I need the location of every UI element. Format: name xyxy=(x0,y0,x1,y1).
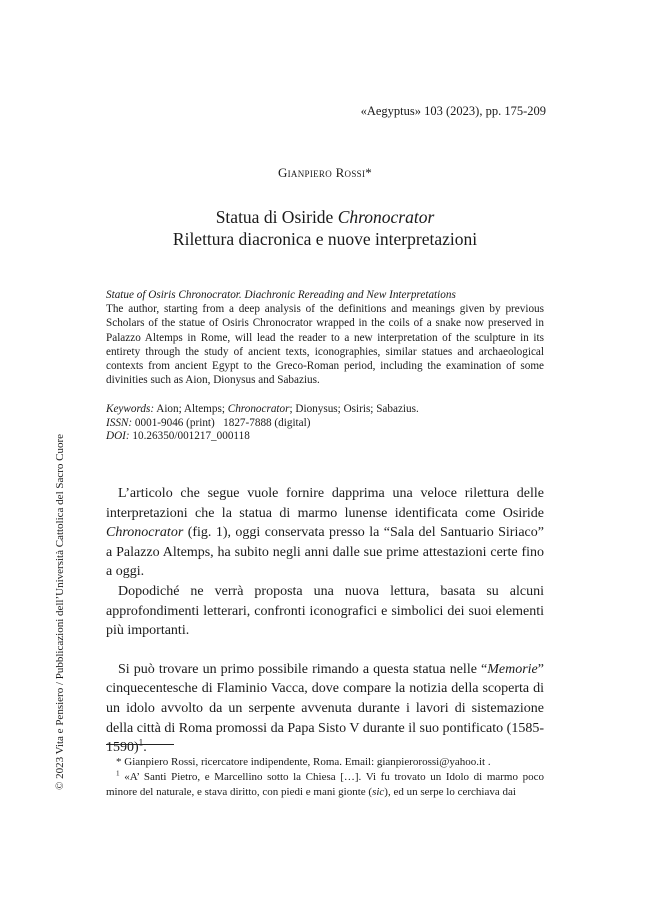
p3-text-c: . xyxy=(143,740,147,756)
footnote-1-italic: sic xyxy=(372,785,385,798)
footnote-separator xyxy=(106,744,174,745)
p1-italic: Chronocrator xyxy=(106,525,184,541)
title-line-2: Rilettura diacronica e nuove interpretazioni xyxy=(172,229,478,249)
title-line-1 xyxy=(0,206,650,228)
footnote-1-text-b: ), ed un serpe lo cerchiava dai xyxy=(384,785,516,798)
copyright-sidebar: © 2023 Vita e Pensiero / Pubblicazioni dell’Università Cattolica del Sacro Cuore xyxy=(54,433,66,790)
doi-line xyxy=(106,430,544,444)
keywords-italic: Chronocrator xyxy=(227,403,290,415)
journal-reference: «Aegyptus» 103 (2023), pp. 175-209 xyxy=(360,104,546,118)
article-title xyxy=(0,206,650,250)
article-metadata xyxy=(106,403,544,444)
doi-value: 10.26350/001217_000118 xyxy=(129,430,250,443)
doi-label: DOI: xyxy=(106,430,130,443)
footnote-1-text-a: «A’ Santi Pietro, e Marcellino sotto la Chiesa […]. Vi fu trovato un Idolo di marmo poco minore del naturale, e stava diritto, con piedi e mani gionte ( xyxy=(106,770,544,798)
abstract xyxy=(106,288,544,387)
footnotes xyxy=(106,755,544,799)
footnote-ref-1[interactable]: 1 xyxy=(138,737,144,748)
p3-italic: Memorie xyxy=(487,661,538,677)
issn-line xyxy=(106,417,544,431)
footnote-1-number: 1 xyxy=(116,769,120,778)
keywords-part-b: ; Dionysus; Osiris; Sabazius. xyxy=(289,403,419,415)
p3-text-a: Si può trovare un primo possibile rimando a questa statua nelle “ xyxy=(118,661,488,677)
p1-text-b: (fig. 1), oggi conservata presso la “Sala del Santuario Siriaco” a Palazzo Altemps, ha subito negli anni dalle sue prime attestazioni certe fino a oggi. xyxy=(106,525,544,580)
keywords-label: Keywords: xyxy=(106,403,155,415)
title-prefix: Statua di Osiride xyxy=(215,207,338,227)
issn-label: ISSN: xyxy=(106,416,133,429)
abstract-text: The author, starting from a deep analysis of the definitions and meanings given by previous Scholars of the statue of Osiris Chronocrator wrapped in the coils of a snake now preserved in Palazzo Altemps in Rome, will lead the reader to a new interpretation of the sculpture in its entirety through the study of ancient texts, iconographies, similar statues and archaeological contexts from ancient Egypt to the Greco-Roman period, including the examination of some divinities such as Aion, Dionysus and Sabazius. xyxy=(106,303,544,387)
body-paragraph-1 xyxy=(106,484,544,582)
footnote-author: * Gianpiero Rossi, ricercatore indipendente, Roma. Email: gianpierorossi@yahoo.it . xyxy=(116,756,491,768)
keywords-part-a: Aion; Altemps; xyxy=(154,403,228,415)
author-name: Gianpiero Rossi* xyxy=(277,165,373,180)
footnote-1 xyxy=(106,770,544,800)
body-paragraph-2: Dopodiché ne verrà proposta una nuova lettura, basata su alcuni approfondimenti letterari, confronti iconografici e simbolici dei suoi elementi più importanti. xyxy=(106,583,544,639)
title-italic: Chronocrator xyxy=(337,207,435,227)
article-body xyxy=(106,484,544,758)
p1-text-a: L’articolo che segue vuole fornire dapprima una veloce rilettura delle interpretazioni che la statua di marmo lunense identificata come Osiride xyxy=(106,486,544,521)
issn-value: 0001-9046 (print) 1827-7888 (digital) xyxy=(132,416,311,429)
p3-text-b: ” cinquecentesche di Flaminio Vacca, dove compare la notizia della scoperta di un idolo avvolto da un serpente avvenuta durante i lavori di sistemazione della città di Roma promossi da Papa Sisto V durante il suo pontificato (1585-1590) xyxy=(106,661,544,756)
abstract-english-title: Statue of Osiris Chronocrator. Diachronic Rereading and New Interpretations xyxy=(106,289,456,301)
keywords-line xyxy=(106,403,544,417)
